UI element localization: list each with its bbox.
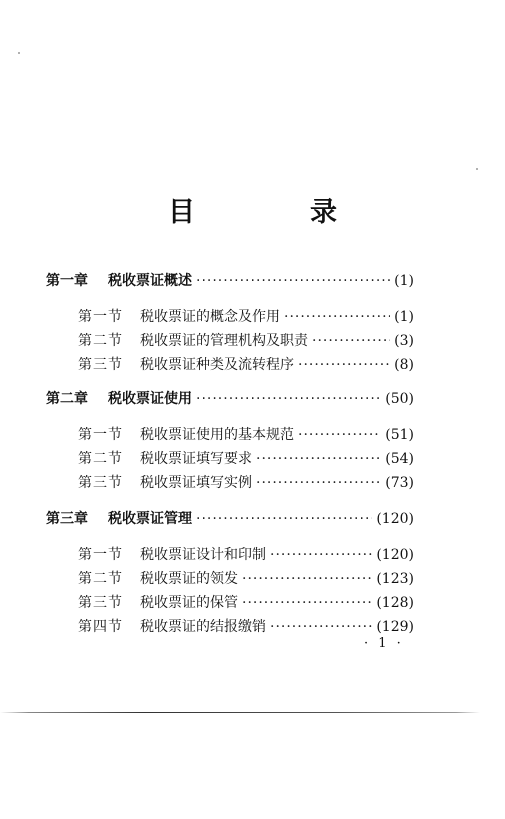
toc-entry-label: 税收票证的保管	[140, 595, 238, 611]
toc-entry-label: 税收票证填写实例	[140, 475, 252, 491]
dot-leader	[196, 511, 372, 527]
dot-leader	[196, 273, 390, 289]
toc-entry-page: (51)	[385, 427, 414, 443]
toc-entry-page: (73)	[385, 475, 414, 491]
toc-entry-number: 第二节	[78, 571, 123, 587]
toc-chapter-1[interactable]	[46, 270, 414, 290]
toc-section-3-1[interactable]	[78, 544, 414, 564]
page-number: · 1 ·	[364, 636, 404, 651]
dot-leader	[312, 333, 390, 349]
toc-entry-page: (128)	[376, 595, 414, 611]
toc-section-2-1[interactable]	[78, 424, 414, 444]
toc-section-2-2[interactable]	[78, 448, 414, 468]
toc-entry-label: 税收票证使用	[108, 391, 192, 407]
toc-entry-page: (1)	[394, 273, 414, 289]
toc-entry-label: 税收票证的概念及作用	[140, 309, 280, 325]
toc-entry-number: 第三节	[78, 595, 123, 611]
toc-entry-number: 第一节	[78, 427, 123, 443]
toc-section-3-3[interactable]	[78, 592, 414, 612]
dot-leader	[298, 357, 390, 373]
toc-entry-number: 第二节	[78, 333, 123, 349]
toc-entry-page: (1)	[394, 309, 414, 325]
toc-entry-label: 税收票证的结报缴销	[140, 619, 266, 635]
dot-leader	[242, 595, 372, 611]
toc-entry-label: 税收票证设计和印制	[140, 547, 266, 563]
toc-entry-label: 税收票证的管理机构及职责	[140, 333, 308, 349]
toc-entry-page: (3)	[394, 333, 414, 349]
toc-entry-page: (50)	[385, 391, 414, 407]
toc-entry-page: (123)	[376, 571, 414, 587]
dot-leader	[298, 427, 381, 443]
toc-entry-page: (120)	[376, 511, 414, 527]
dot-leader	[284, 309, 390, 325]
dot-leader	[256, 475, 381, 491]
dot-leader	[196, 391, 381, 407]
toc-entry-page: (8)	[394, 357, 414, 373]
toc-section-1-3[interactable]	[78, 354, 414, 374]
toc-entry-number: 第二节	[78, 451, 123, 467]
toc-entry-page: (129)	[376, 619, 414, 635]
toc-entry-number: 第一章	[46, 273, 88, 289]
scan-speck	[18, 52, 20, 54]
dot-leader	[242, 571, 372, 587]
toc-section-1-1[interactable]	[78, 306, 414, 326]
toc-entry-number: 第三章	[46, 511, 88, 527]
toc-entry-page: (120)	[376, 547, 414, 563]
toc-entry-label: 税收票证种类及流转程序	[140, 357, 294, 373]
toc-entry-number: 第三节	[78, 357, 123, 373]
bottom-scan-rule	[0, 712, 480, 713]
toc-entry-label: 税收票证填写要求	[140, 451, 252, 467]
toc-title: 目 录	[168, 197, 381, 228]
toc-entry-label: 税收票证的领发	[140, 571, 238, 587]
scan-speck	[476, 168, 478, 170]
toc-entry-number: 第一节	[78, 309, 123, 325]
dot-leader	[270, 619, 372, 635]
toc-entry-number: 第二章	[46, 391, 88, 407]
toc-section-2-3[interactable]	[78, 472, 414, 492]
toc-entry-page: (54)	[385, 451, 414, 467]
toc-section-3-4[interactable]	[78, 616, 414, 636]
toc-entry-number: 第一节	[78, 547, 123, 563]
dot-leader	[256, 451, 381, 467]
toc-entry-label: 税收票证使用的基本规范	[140, 427, 294, 443]
toc-chapter-3[interactable]	[46, 508, 414, 528]
toc-entry-number: 第三节	[78, 475, 123, 491]
toc-entry-label: 税收票证管理	[108, 511, 192, 527]
toc-entry-number: 第四节	[78, 619, 123, 635]
toc-section-3-2[interactable]	[78, 568, 414, 588]
toc-chapter-2[interactable]	[46, 388, 414, 408]
dot-leader	[270, 547, 372, 563]
toc-section-1-2[interactable]	[78, 330, 414, 350]
toc-entry-label: 税收票证概述	[108, 273, 192, 289]
